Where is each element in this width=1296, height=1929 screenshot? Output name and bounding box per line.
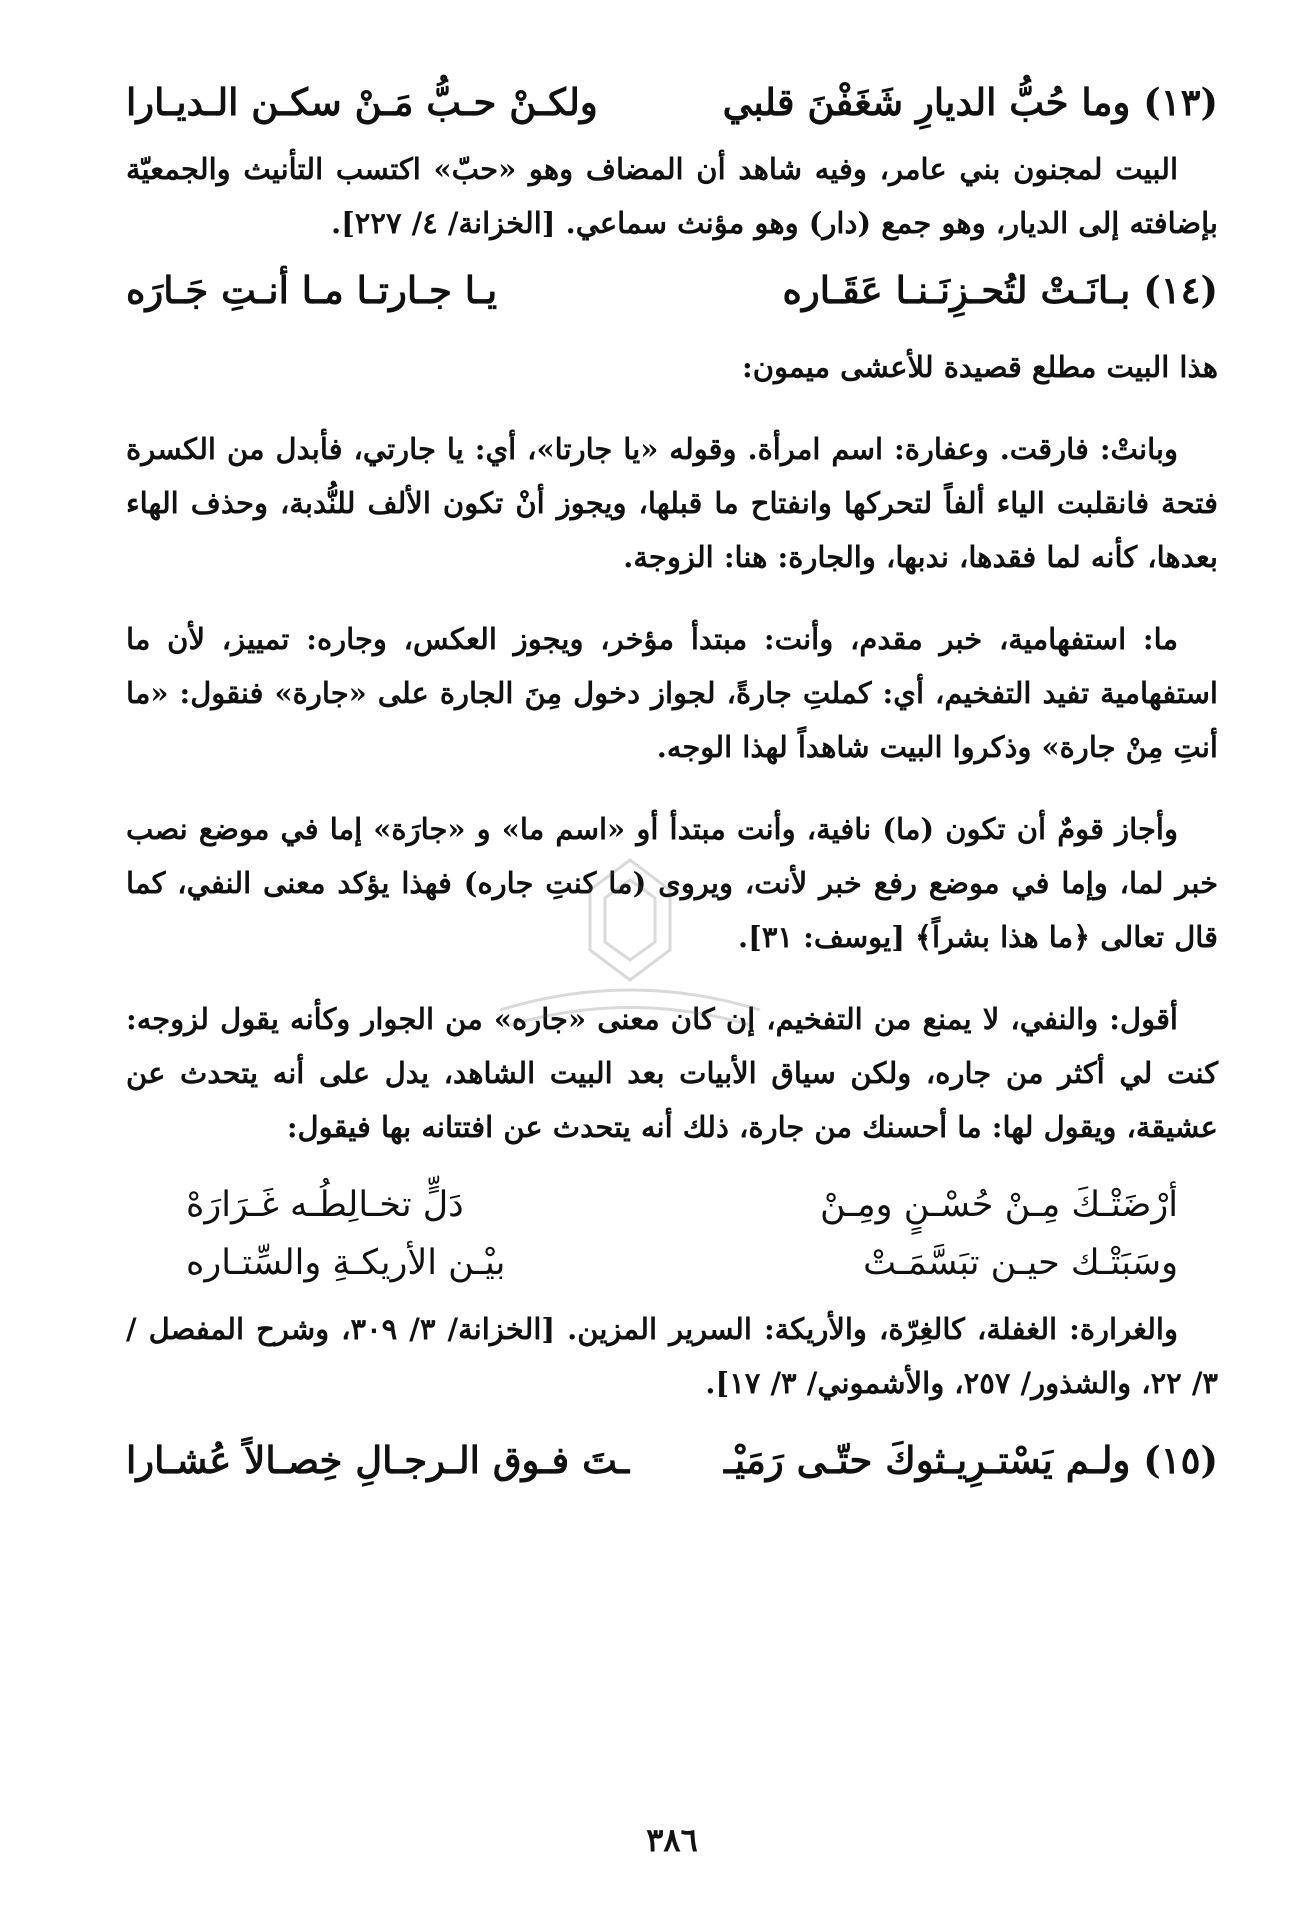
couplet-line-1 (186, 1176, 1178, 1234)
quoted-couplet (186, 1176, 1178, 1292)
verse-15-second-hemistich: ـتَ فـوق الـرجـالِ خِصـالاً عُشـارا (126, 1438, 630, 1482)
commentary-verse-13: البيت لمجنون بني عامر، وفيه شاهد أن المضاف وهو «حبّ» اكتسب التأنيث والجمعيّة بإضافته إلى الديار، وهو جمع (دار) وهو مؤنث سماعي. [الخزانة/ ٤/ ٢٢٧]. (126, 152, 1218, 240)
verse-15 (126, 1428, 1218, 1492)
verse-13-second-hemistich: ولكـنْ حـبُّ مَـنْ سكـن الـديـارا (126, 80, 598, 124)
commentary-verse-14-grammar: ما: استفهامية، خبر مقدم، وأنت: مبتدأ مؤخر، ويجوز العكس، وجاره: تمييز، لأن ما استفهامية تفيد التفخيم، أي: كملتِ جارةً، لجواز دخول مِنَ الجارة على «جارة» فنقول: «ما أنتِ مِنْ جارة» وذكروا البيت شاهداً لهذا الوجه. (126, 622, 1218, 764)
book-page (126, 70, 1218, 1889)
couplet-line-2-second-hemistich: بيْـن الأريكـةِ والسِّتـاره (186, 1243, 506, 1283)
couplet-line-2 (186, 1234, 1178, 1292)
page-number: ٣٨٦ (646, 1821, 698, 1859)
verse-14 (126, 258, 1218, 322)
verse-13 (126, 70, 1218, 134)
couplet-line-2-first-hemistich: وسَبَتْـك حيـن تبَسَّمَـتْ (863, 1243, 1178, 1283)
verse-14-second-hemistich: يـا جـارتـا مـا أنـتِ جَـارَه (126, 268, 498, 312)
commentary-verse-14-vocabulary: وبانتْ: فارقت. وعفارة: اسم امرأة. وقوله «يا جارتا»، أي: يا جارتي، فأبدل من الكسرة فتحة فانقلبت الياء ألفاً لتحركها وانفتاح ما قبلها، ويجوز أنْ تكون الألف للنُّدبة، وحذف الهاء بعدها، كأنه لما فقدها، ندبها، والجارة: هنا: الزوجة. (126, 432, 1218, 574)
couplet-line-1-first-hemistich: أرْضَتْـكَ مِـنْ حُسْـنٍ ومِـنْ (820, 1185, 1178, 1225)
verse-15-first-hemistich: (١٥) ولـم يَسْتـرِيـثوكَ حتّـى رَمَيْـ (724, 1438, 1218, 1482)
commentary-verse-14-author-note: أقول: والنفي، لا يمنع من التفخيم، إن كان معنى «جاره» من الجوار وكأنه يقول لزوجه: كنت لي أكثر من جاره، ولكن سياق الأبيات بعد البيت الشاهد، يدل على أنه يتحدث عن عشيقة، ويقول لها: ما أحسنك من جارة، ذلك أنه يتحدث عن افتتانه بها فيقول: (126, 1002, 1218, 1144)
verse-14-first-hemistich: (١٤) بـانَـتْ لتُحـزِنَـنـا عَقَـاره (782, 268, 1218, 312)
commentary-verse-14-intro: هذا البيت مطلع قصيدة للأعشى ميمون: (742, 350, 1218, 384)
commentary-couplet-glossary: والغرارة: الغفلة، كالغِرّة، والأريكة: السرير المزين. [الخزانة/ ٣/ ٣٠٩، وشرح المفصل / ٣/ ٢٢، والشذور/ ٢٥٧، والأشموني/ ٣/ ١٧]. (126, 1312, 1218, 1400)
verse-13-first-hemistich: (١٣) وما حُبُّ الديارِ شَغَفْنَ قلبي (722, 80, 1218, 124)
commentary-verse-14-negation: وأجاز قومٌ أن تكون (ما) نافية، وأنت مبتدأ أو «اسم ما» و «جارَة» إما في موضع نصب خبر لما، وإما في موضع رفع خبر لأنت، ويروى (ما كنتِ جاره) فهذا يؤكد معنى النفي، كما قال تعالى ﴿ما هذا بشراً﴾ [يوسف: ٣١]. (126, 812, 1218, 954)
couplet-line-1-second-hemistich: دَلٍّ تخـالِطُـه غَـرَارَهْ (186, 1185, 464, 1225)
